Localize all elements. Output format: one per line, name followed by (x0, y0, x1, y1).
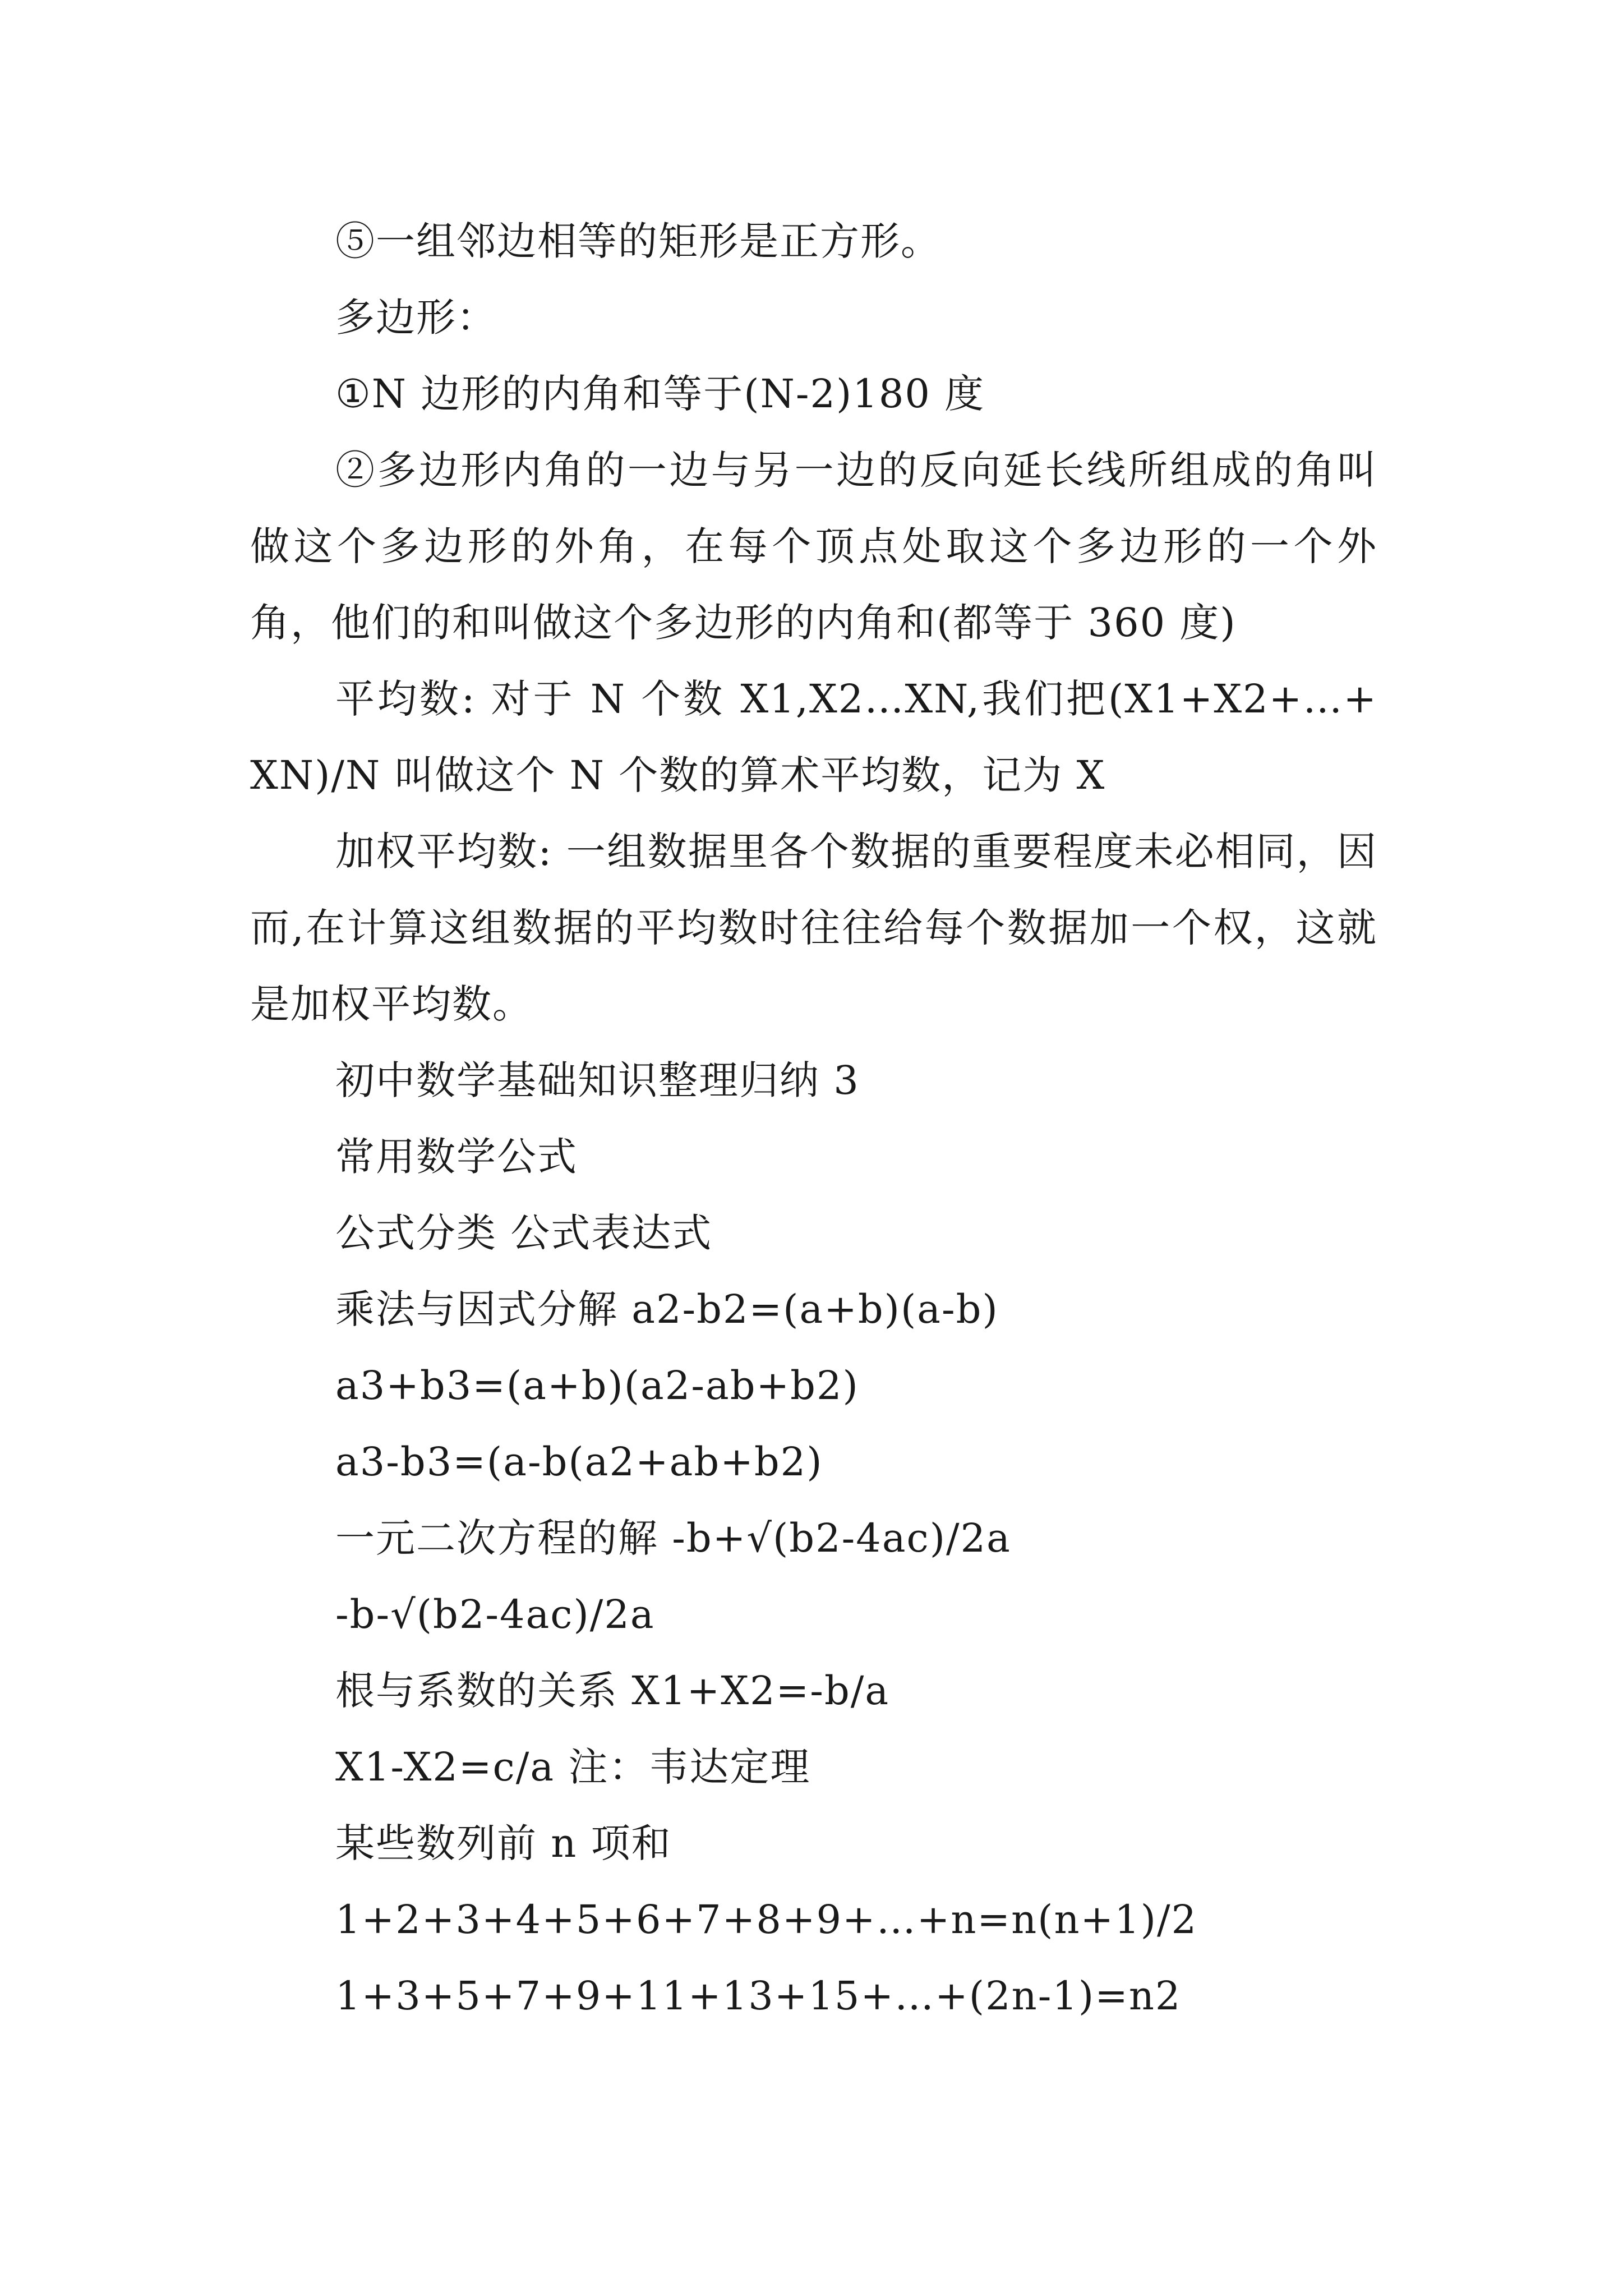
paragraph-mean: 平均数: 对于 N 个数 X1,X2…XN,我们把(X1+X2+…+XN)/N 叫做这个 N 个数的算术平均数，记为 X (250, 676, 1377, 798)
heading-formulas: 常用数学公式 (335, 1134, 578, 1180)
formula-line: 1+2+3+4+5+6+7+8+9+…+n=n(n+1)/2 (335, 1897, 1198, 1943)
formula-table-header: 公式分类 公式表达式 (335, 1210, 713, 1256)
section-title: 初中数学基础知识整理归纳 3 (335, 1057, 860, 1103)
formula-line: a3-b3=(a-b(a2+ab+b2) (335, 1439, 823, 1485)
heading-polygon: 多边形： (335, 295, 497, 341)
formula-line: 某些数列前 n 项和 (335, 1820, 672, 1866)
paragraph-interior-angle-sum: ①N 边形的内角和等于(N-2)180 度 (335, 371, 985, 417)
formula-line: -b-√(b2-4ac)/2a (335, 1591, 655, 1637)
formula-line: a3+b3=(a+b)(a2-ab+b2) (335, 1363, 859, 1409)
formula-line: 一元二次方程的解 -b+√(b2-4ac)/2a (335, 1515, 1011, 1561)
formula-line: 1+3+5+7+9+11+13+15+…+(2n-1)=n2 (335, 1973, 1182, 2019)
formula-line: 乘法与因式分解 a2-b2=(a+b)(a-b) (335, 1286, 999, 1332)
paragraph-exterior-angle: ②多边形内角的一边与另一边的反向延长线所组成的角叫做这个多边形的外角，在每个顶点处取这个多边形的一个外角，他们的和叫做这个多边形的内角和(都等于 360 度) (250, 447, 1377, 646)
formula-line: X1-X2=c/a 注：韦达定理 (335, 1744, 811, 1790)
paragraph-weighted-mean: 加权平均数: 一组数据里各个数据的重要程度未必相同，因而,在计算这组数据的平均数时往往给每个数据加一个权，这就是加权平均数。 (250, 829, 1377, 1027)
paragraph-square-rule: ⑤一组邻边相等的矩形是正方形。 (335, 218, 941, 264)
formula-line: 根与系数的关系 X1+X2=-b/a (335, 1668, 890, 1714)
